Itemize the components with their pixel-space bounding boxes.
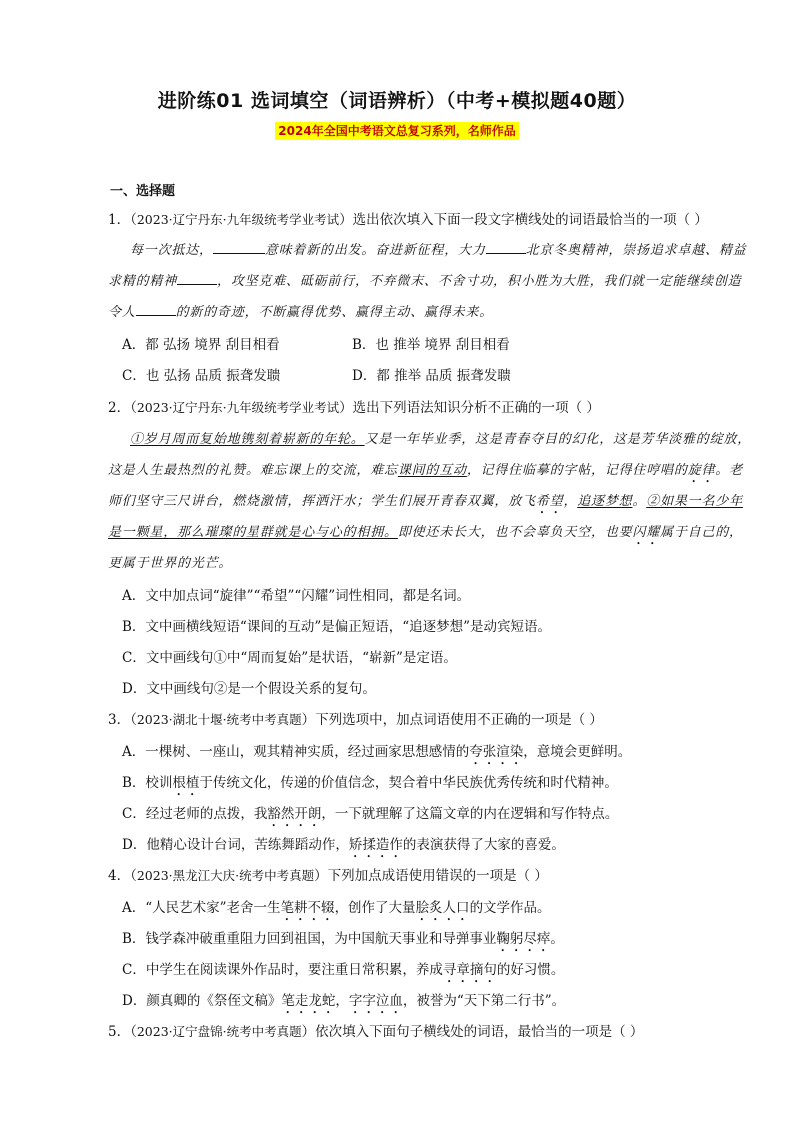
dotted-word: 鞠躬尽瘁 — [496, 931, 551, 947]
dotted-word: 望 — [549, 494, 564, 509]
dotted-word: 旋 — [687, 463, 702, 478]
fill-blank — [213, 241, 265, 254]
question-1-stem: 1．（2023·辽宁丹东·九年级统考学业考试）选出依次填入下面一段文字横线处的词语最恰当的一项（ ） — [108, 212, 708, 228]
question-3-option-c[interactable]: C．经过老师的点拨，我豁然开朗，一下就理解了这篇文章的内在逻辑和写作特点。 — [122, 806, 619, 822]
underlined-sentence-2: ②如果一名少年 — [646, 494, 743, 509]
underlined-phrase: 追逐梦想 — [577, 494, 633, 509]
underlined-sentence-2: 是一颗星，那么璀璨的星群就是心与心的相拥。 — [108, 525, 398, 540]
question-1-option-c[interactable]: C．也 弘扬 品质 振聋发聩 — [122, 368, 281, 384]
question-5-source: 2023·辽宁盘锦·统考中考真题 — [136, 1024, 302, 1039]
question-1-option-b[interactable]: B．也 推举 境界 刮目相看 — [352, 337, 510, 353]
question-2-option-d[interactable]: D．文中画线句②是一个假设关系的复句。 — [122, 681, 376, 697]
question-1-option-a[interactable]: A．都 弘扬 境界 刮目相看 — [122, 337, 280, 353]
question-4-stem: 4．（2023·黑龙江大庆·统考中考真题）下列加点成语使用错误的一项是（ ） — [108, 868, 548, 884]
dotted-word: 字字泣血 — [348, 993, 403, 1009]
question-1-source: 2023·辽宁丹东·九年级统考学业考试 — [136, 212, 340, 227]
dotted-word: 希 — [535, 494, 550, 509]
question-2-passage-line: ①岁月周而复始地镌刻着崭新的年轮。又是一年毕业季，这是青春夺目的幻化，这是芳华淡雅的绽放， — [130, 432, 752, 447]
question-3-source: 2023·湖北十堰·统考中考真题 — [136, 712, 302, 727]
question-2-passage-line: 这是人生最热烈的礼赞。难忘课上的交流，难忘课间的互动，记得住临摹的字帖，记得住哼唱的旋律。老 — [108, 463, 743, 478]
dotted-word: 律 — [701, 463, 716, 478]
question-3-option-b[interactable]: B．校训根植于传统文化，传递的价值信念，契合着中华民族优秀传统和时代精神。 — [122, 775, 618, 791]
question-1-passage-line: 令人 的新的奇迹，不断赢得优势、赢得主动、赢得未来。 — [108, 305, 494, 320]
document-subtitle: 2024年全国中考语文总复习系列，名师作品 — [275, 122, 518, 140]
question-2-option-c[interactable]: C．文中画线句①中“周而复始”是状语，“崭新”是定语。 — [122, 650, 457, 666]
question-4-source: 2023·黑龙江大庆·统考中考真题 — [136, 868, 315, 883]
question-3-option-d[interactable]: D．他精心设计台词，苦练舞蹈动作，矫揉造作的表演获得了大家的喜爱。 — [122, 837, 565, 853]
question-2-option-a[interactable]: A．文中加点词“旋律”“希望”“闪耀”词性相同，都是名词。 — [122, 588, 471, 604]
question-2-passage-line: 师们坚守三尺讲台，燃烧激情，挥洒汗水；学生们展开青春双翼，放飞希望，追逐梦想。②如果一名少年 — [108, 494, 743, 509]
fill-blank — [486, 241, 526, 254]
underlined-phrase: 课间的互动 — [397, 463, 467, 478]
section-heading: 一、选择题 — [110, 184, 176, 199]
question-2-passage-line: 更属于世界的光芒。 — [108, 556, 233, 571]
dotted-word: 耀 — [646, 525, 661, 540]
question-4-option-a[interactable]: A．“人民艺术家”老舍一生笔耕不辍，创作了大量脍炙人口的文学作品。 — [122, 900, 551, 916]
dotted-word: 寻章摘句 — [442, 962, 497, 978]
document-title: 进阶练01 选词填空（词语辨析）（中考+模拟题40题） — [157, 90, 637, 112]
fill-blank — [177, 272, 217, 285]
question-2-source: 2023·辽宁丹东·九年级统考学业考试 — [136, 400, 340, 415]
dotted-word: 根植 — [172, 775, 200, 791]
dotted-word: 闪 — [632, 525, 647, 540]
dotted-word: 豁然开朗 — [267, 806, 322, 822]
fill-blank — [136, 303, 176, 316]
question-5-stem: 5．（2023·辽宁盘锦·统考中考真题）依次填入下面句子横线处的词语，最恰当的一项是（ ） — [108, 1024, 644, 1040]
question-3-stem: 3．（2023·湖北十堰·统考中考真题）下列选项中，加点词语使用不正确的一项是（ ） — [108, 712, 603, 728]
question-4-option-d[interactable]: D．颜真卿的《祭侄文稿》笔走龙蛇，字字泣血，被誉为“天下第二行书”。 — [122, 993, 566, 1009]
dotted-word: 笔走龙蛇 — [281, 993, 336, 1009]
dotted-word: 笔耕不辍 — [280, 900, 335, 916]
dotted-word: 夸张渲染 — [469, 744, 524, 760]
question-1-passage-line: 每一次抵达， 意味着新的出发。奋进新征程，大力 北京冬奥精神，崇扬追求卓越、精益 — [130, 243, 747, 258]
question-2-option-b[interactable]: B．文中画横线短语“课间的互动”是偏正短语，“追逐梦想”是动宾短语。 — [122, 619, 552, 635]
question-1-option-d[interactable]: D．都 推举 品质 振聋发聩 — [352, 368, 511, 384]
question-4-option-c[interactable]: C．中学生在阅读课外作品时，要注重日常积累，养成寻章摘句的好习惯。 — [122, 962, 565, 978]
question-2-passage-line: 是一颗星，那么璀璨的星群就是心与心的相拥。即使还未长大，也不会辜负天空，也要闪耀属于自己的， — [108, 525, 743, 540]
question-2-stem: 2．（2023·辽宁丹东·九年级统考学业考试）选出下列语法知识分析不正确的一项（ ） — [108, 400, 600, 416]
dotted-word: 脍炙人口 — [415, 900, 470, 916]
underlined-sentence-1: ①岁月周而复始地镌刻着崭新的年轮。 — [130, 432, 365, 447]
dotted-word: 矫揉造作 — [348, 837, 403, 853]
question-1-passage-line: 求精的精神 ，攻坚克难、砥砺前行，不弃微末、不舍寸功，积小胜为大胜，我们就一定能继续创造 — [108, 274, 742, 289]
question-3-option-a[interactable]: A．一棵树、一座山，观其精神实质，经过画家思想感情的夸张渲染，意境会更鲜明。 — [122, 744, 632, 760]
question-4-option-b[interactable]: B．钱学森冲破重重阻力回到祖国，为中国航天事业和导弹事业鞠躬尽瘁。 — [122, 931, 564, 947]
